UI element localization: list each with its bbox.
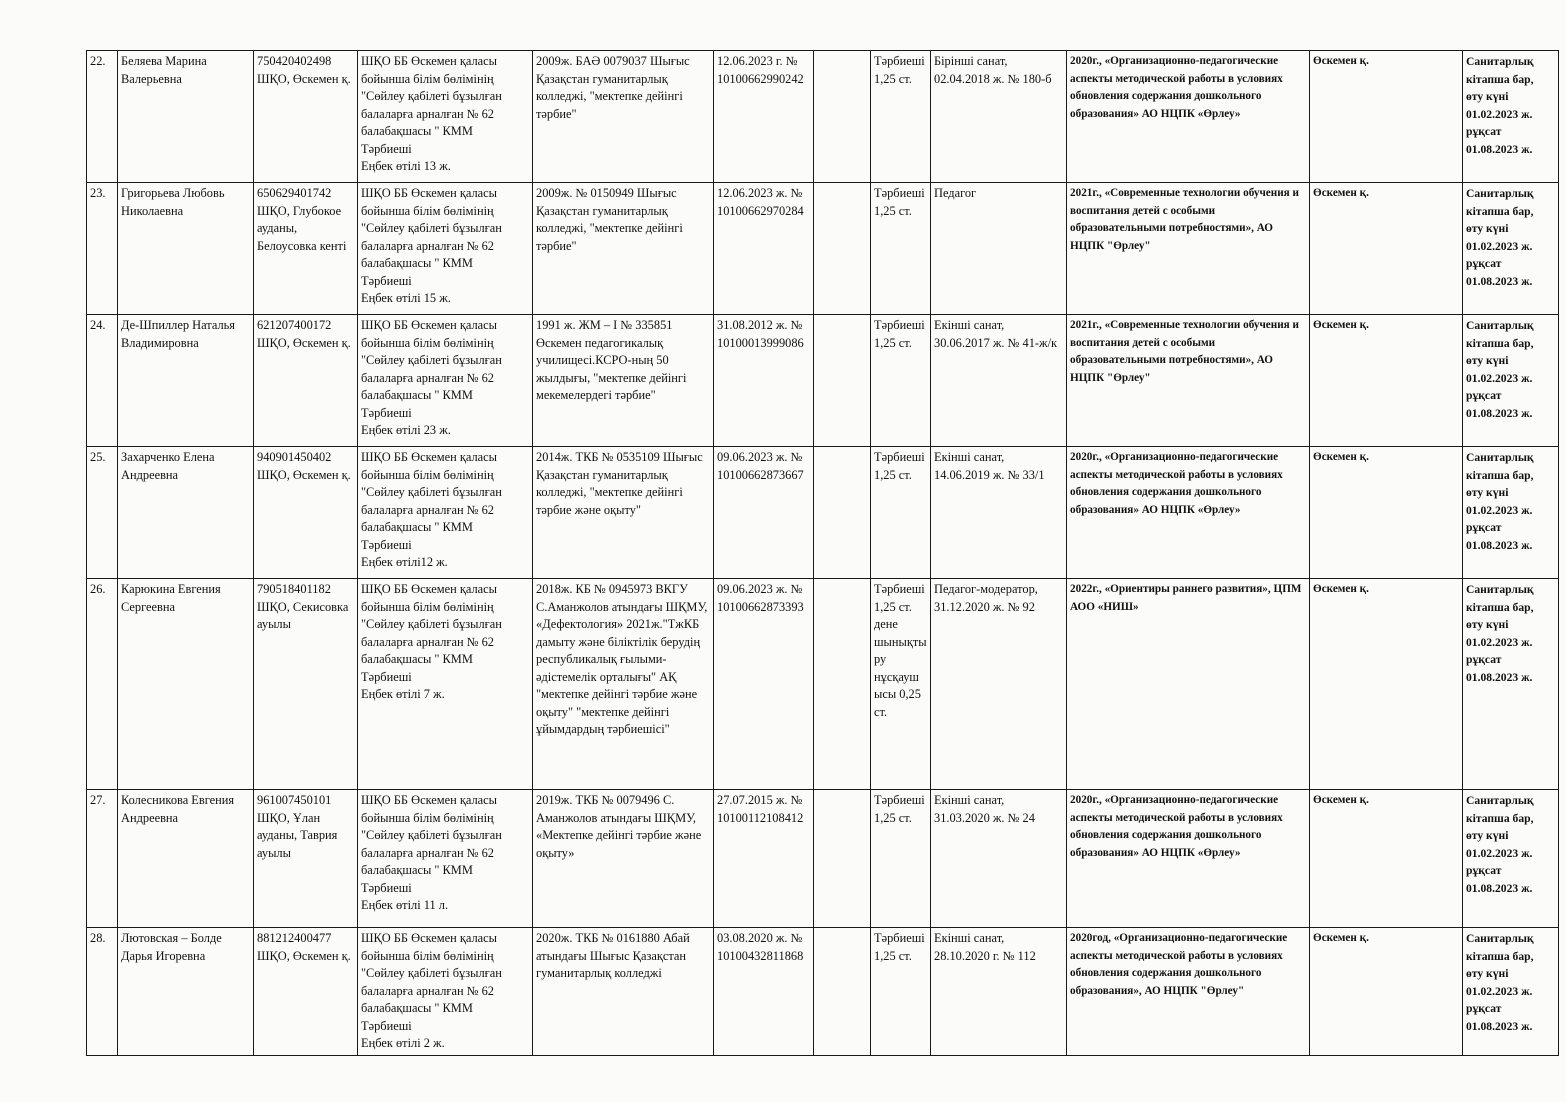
workplace-line: балабақшасы " КММ	[361, 1001, 473, 1015]
workplace-line: "Сөйлеу қабілеті бұзылған	[361, 485, 502, 499]
medical-book	[1463, 579, 1559, 790]
row-number: 22.	[87, 51, 118, 183]
workplace-line: Тәрбиеші	[361, 669, 412, 684]
certificate: 12.06.2023 ж. № 10100662970284	[714, 183, 814, 315]
workplace-line: балаларға арналған № 62	[361, 983, 494, 998]
empty-cell	[814, 51, 871, 183]
empty-cell	[814, 790, 871, 928]
courses: 2021г., «Современные технологии обучения и воспитания детей с особыми образовательными потребностями», АО НЦПК "Өрлеу"	[1067, 315, 1310, 447]
medical-line: өту күні	[1466, 967, 1509, 980]
employee-name: Беляева Марина Валерьевна	[118, 51, 254, 183]
location: Өскемен қ.	[1310, 183, 1463, 315]
location: Өскемен қ.	[1310, 579, 1463, 790]
workplace	[358, 928, 533, 1056]
courses: 2020г., «Организационно-педагогические аспекты методической работы в условиях обновления содержания дошкольного образования» АО НЦПК «Өрлеу»	[1067, 790, 1310, 928]
workplace-line: бойынша білім бөлімінің	[361, 810, 494, 825]
location: Өскемен қ.	[1310, 51, 1463, 183]
category: Екінші санат, 31.03.2020 ж. № 24	[931, 790, 1067, 928]
workplace-line: Еңбек өтілі12 ж.	[361, 555, 448, 569]
table-body	[87, 51, 1559, 1056]
medical-line: 01.02.2023 ж.	[1466, 107, 1533, 121]
diploma: 2009ж. № 0150949 Шығыс Қазақстан гуманитарлық колледжі, "мектепке дейінгі тәрбие"	[533, 183, 714, 315]
iin-address: 940901450402 ШҚО, Өскемен қ.	[254, 447, 358, 579]
empty-cell	[814, 928, 871, 1056]
table-row	[87, 928, 1559, 1056]
location: Өскемен қ.	[1310, 447, 1463, 579]
workplace-line: Еңбек өтілі 13 ж.	[361, 159, 451, 173]
diploma: 2018ж. КБ № 0945973 ВКГУ С.Аманжолов атындағы ШҚМУ, «Дефектология» 2021ж."ТжКБ дамыту және біліктілік берудің республикалық ғылыми-әдістемелік орталығы" АҚ "мектепке дейінгі тәрбие және оқыту" "мектепке дейінгі ұйымдардың тәрбиешісі"	[533, 579, 714, 790]
workplace	[358, 579, 533, 790]
workplace	[358, 315, 533, 447]
iin-address: 621207400172 ШҚО, Өскемен қ.	[254, 315, 358, 447]
workplace-line: балабақшасы " КММ	[361, 652, 473, 666]
workplace-line: балаларға арналған № 62	[361, 238, 494, 253]
medical-line: 01.08.2023 ж.	[1466, 406, 1533, 420]
position-rate: Тәрбиеші 1,25 ст.	[871, 315, 931, 447]
medical-line: Санитарлық	[1466, 932, 1534, 945]
row-number: 27.	[87, 790, 118, 928]
table-row	[87, 51, 1559, 183]
medical-line: рұқсат	[1466, 1002, 1502, 1015]
medical-line: өту күні	[1466, 618, 1509, 631]
workplace-line: "Сөйлеу қабілеті бұзылған	[361, 828, 502, 842]
diploma: 2014ж. ТКБ № 0535109 Шығыс Қазақстан гуманитарлық колледжі, "мектепке дейінгі тәрбие және оқыту"	[533, 447, 714, 579]
workplace-line: балабақшасы " КММ	[361, 256, 473, 270]
courses: 2021г., «Современные технологии обучения и воспитания детей с особыми образовательными потребностями», АО НЦПК "Өрлеу"	[1067, 183, 1310, 315]
medical-line: 01.02.2023 ж.	[1466, 371, 1533, 385]
medical-line: 01.02.2023 ж.	[1466, 635, 1533, 649]
medical-book	[1463, 790, 1559, 928]
medical-line: рұқсат	[1466, 864, 1502, 877]
table-row	[87, 315, 1559, 447]
table-row	[87, 579, 1559, 790]
medical-line: Санитарлық	[1466, 187, 1534, 200]
diploma: 1991 ж. ЖМ – I № 335851 Өскемен педагогикалық училищесі.КСРО-ның 50 жылдығы, "мектепке дейінгі мекемелердегі тәрбие"	[533, 315, 714, 447]
row-number: 28.	[87, 928, 118, 1056]
workplace-line: "Сөйлеу қабілеті бұзылған	[361, 353, 502, 367]
workplace	[358, 183, 533, 315]
certificate: 09.06.2023 ж. № 10100662873393	[714, 579, 814, 790]
position-rate: Тәрбиеші 1,25 ст.	[871, 790, 931, 928]
workplace-line: Тәрбиеші	[361, 1018, 412, 1033]
category: Екінші санат, 14.06.2019 ж. № 33/1	[931, 447, 1067, 579]
medical-line: өту күні	[1466, 222, 1509, 235]
row-number: 24.	[87, 315, 118, 447]
medical-line: Санитарлық	[1466, 319, 1534, 332]
location: Өскемен қ.	[1310, 928, 1463, 1056]
medical-line: кітапша бар,	[1466, 72, 1534, 86]
medical-line: Санитарлық	[1466, 55, 1534, 68]
empty-cell	[814, 579, 871, 790]
medical-book	[1463, 183, 1559, 315]
workplace-line: Тәрбиеші	[361, 405, 412, 420]
certificate: 31.08.2012 ж. № 10100013999086	[714, 315, 814, 447]
workplace-line: ШҚО ББ Өскемен қаласы	[361, 54, 498, 68]
workplace-line: балабақшасы " КММ	[361, 388, 473, 402]
medical-line: 01.08.2023 ж.	[1466, 670, 1533, 684]
workplace-line: Тәрбиеші	[361, 537, 412, 552]
employee-name: Де-Шпиллер Наталья Владимировна	[118, 315, 254, 447]
certificate: 03.08.2020 ж. № 10100432811868	[714, 928, 814, 1056]
category: Педагог-модератор, 31.12.2020 ж. № 92	[931, 579, 1067, 790]
workplace	[358, 447, 533, 579]
workplace-line: ШҚО ББ Өскемен қаласы	[361, 450, 498, 464]
medical-line: рұқсат	[1466, 257, 1502, 270]
medical-book	[1463, 315, 1559, 447]
certificate: 09.06.2023 ж. № 10100662873667	[714, 447, 814, 579]
workplace-line: Тәрбиеші	[361, 141, 412, 156]
medical-book	[1463, 51, 1559, 183]
medical-line: 01.02.2023 ж.	[1466, 846, 1533, 860]
medical-line: 01.08.2023 ж.	[1466, 1019, 1533, 1033]
workplace-line: Еңбек өтілі 11 л.	[361, 898, 449, 912]
employee-name: Лютовская – Болде Дарья Игоревна	[118, 928, 254, 1056]
medical-line: кітапша бар,	[1466, 811, 1534, 825]
row-number: 26.	[87, 579, 118, 790]
courses: 2020г., «Организационно-педагогические аспекты методической работы в условиях обновления содержания дошкольного образования» АО НЦПК «Өрлеу»	[1067, 51, 1310, 183]
location: Өскемен қ.	[1310, 790, 1463, 928]
iin-address: 790518401182 ШҚО, Секисовка ауылы	[254, 579, 358, 790]
medical-line: өту күні	[1466, 354, 1509, 367]
workplace-line: ШҚО ББ Өскемен қаласы	[361, 931, 498, 945]
medical-line: рұқсат	[1466, 389, 1502, 402]
workplace-line: бойынша білім бөлімінің	[361, 467, 494, 482]
position-rate: Тәрбиеші 1,25 ст. дене шынықтыру нұсқаушысы 0,25 ст.	[871, 579, 931, 790]
medical-line: Санитарлық	[1466, 451, 1534, 464]
medical-line: Санитарлық	[1466, 583, 1534, 596]
courses: 2020г., «Организационно-педагогические аспекты методической работы в условиях обновления содержания дошкольного образования» АО НЦПК «Өрлеу»	[1067, 447, 1310, 579]
workplace-line: "Сөйлеу қабілеті бұзылған	[361, 617, 502, 631]
workplace-line: балаларға арналған № 62	[361, 502, 494, 517]
medical-line: 01.08.2023 ж.	[1466, 142, 1533, 156]
workplace-line: Еңбек өтілі 7 ж.	[361, 687, 445, 701]
table-row	[87, 183, 1559, 315]
medical-line: 01.08.2023 ж.	[1466, 881, 1533, 895]
certificate: 12.06.2023 г. № 10100662990242	[714, 51, 814, 183]
staff-table	[86, 50, 1559, 1056]
workplace-line: балабақшасы " КММ	[361, 863, 473, 877]
table-row	[87, 790, 1559, 928]
workplace-line: Тәрбиеші	[361, 273, 412, 288]
workplace-line: ШҚО ББ Өскемен қаласы	[361, 318, 498, 332]
employee-name: Колесникова Евгения Андреевна	[118, 790, 254, 928]
diploma: 2009ж. БАӘ 0079037 Шығыс Қазақстан гуманитарлық колледжі, "мектепке дейінгі тәрбие"	[533, 51, 714, 183]
medical-line: кітапша бар,	[1466, 600, 1534, 614]
workplace-line: ШҚО ББ Өскемен қаласы	[361, 793, 498, 807]
iin-address: 750420402498 ШҚО, Өскемен қ.	[254, 51, 358, 183]
employee-name: Захарченко Елена Андреевна	[118, 447, 254, 579]
medical-line: 01.08.2023 ж.	[1466, 274, 1533, 288]
position-rate: Тәрбиеші 1,25 ст.	[871, 51, 931, 183]
employee-name: Григорьева Любовь Николаевна	[118, 183, 254, 315]
medical-line: 01.02.2023 ж.	[1466, 239, 1533, 253]
courses: 2020год, «Организационно-педагогические аспекты методической работы в условиях обновления содержания дошкольного образования», АО НЦПК "Өрлеу"	[1067, 928, 1310, 1056]
medical-line: 01.02.2023 ж.	[1466, 503, 1533, 517]
workplace-line: Еңбек өтілі 2 ж.	[361, 1036, 445, 1050]
workplace-line: Тәрбиеші	[361, 880, 412, 895]
workplace-line: балабақшасы " КММ	[361, 520, 473, 534]
medical-line: рұқсат	[1466, 521, 1502, 534]
employee-name: Карюкина Евгения Сергеевна	[118, 579, 254, 790]
row-number: 25.	[87, 447, 118, 579]
position-rate: Тәрбиеші 1,25 ст.	[871, 447, 931, 579]
medical-line: өту күні	[1466, 829, 1509, 842]
empty-cell	[814, 447, 871, 579]
row-number: 23.	[87, 183, 118, 315]
workplace-line: балаларға арналған № 62	[361, 370, 494, 385]
workplace-line: Еңбек өтілі 15 ж.	[361, 291, 451, 305]
category: Екінші санат, 30.06.2017 ж. № 41-ж/к	[931, 315, 1067, 447]
diploma: 2020ж. ТКБ № 0161880 Абай атындағы Шығыс Қазақстан гуманитарлық колледжі	[533, 928, 714, 1056]
workplace-line: бойынша білім бөлімінің	[361, 599, 494, 614]
medical-line: 01.08.2023 ж.	[1466, 538, 1533, 552]
workplace	[358, 790, 533, 928]
workplace-line: бойынша білім бөлімінің	[361, 203, 494, 218]
workplace-line: бойынша білім бөлімінің	[361, 948, 494, 963]
workplace-line: балаларға арналған № 62	[361, 634, 494, 649]
iin-address: 961007450101 ШҚО, Ұлан ауданы, Таврия ауылы	[254, 790, 358, 928]
position-rate: Тәрбиеші 1,25 ст.	[871, 183, 931, 315]
diploma: 2019ж. ТКБ № 0079496 С. Аманжолов атындағы ШҚМУ, «Мектепке дейінгі тәрбие және оқыту»	[533, 790, 714, 928]
workplace-line: ШҚО ББ Өскемен қаласы	[361, 186, 498, 200]
medical-line: кітапша бар,	[1466, 204, 1534, 218]
medical-line: өту күні	[1466, 486, 1509, 499]
medical-line: 01.02.2023 ж.	[1466, 984, 1533, 998]
workplace	[358, 51, 533, 183]
workplace-line: балабақшасы " КММ	[361, 124, 473, 138]
location: Өскемен қ.	[1310, 315, 1463, 447]
category: Бірінші санат, 02.04.2018 ж. № 180-б	[931, 51, 1067, 183]
workplace-line: ШҚО ББ Өскемен қаласы	[361, 582, 498, 596]
iin-address: 650629401742 ШҚО, Глубокое ауданы, Белоусовка кенті	[254, 183, 358, 315]
medical-line: рұқсат	[1466, 125, 1502, 138]
category: Екінші санат, 28.10.2020 г. № 112	[931, 928, 1067, 1056]
category: Педагог	[931, 183, 1067, 315]
medical-line: кітапша бар,	[1466, 336, 1534, 350]
medical-line: өту күні	[1466, 90, 1509, 103]
medical-book	[1463, 928, 1559, 1056]
workplace-line: бойынша білім бөлімінің	[361, 71, 494, 86]
medical-line: кітапша бар,	[1466, 468, 1534, 482]
workplace-line: бойынша білім бөлімінің	[361, 335, 494, 350]
iin-address: 881212400477 ШҚО, Өскемен қ.	[254, 928, 358, 1056]
empty-cell	[814, 315, 871, 447]
courses: 2022г., «Ориентиры раннего развития», ЦПМ АОО «НИШ»	[1067, 579, 1310, 790]
certificate: 27.07.2015 ж. № 10100112108412	[714, 790, 814, 928]
empty-cell	[814, 183, 871, 315]
medical-book	[1463, 447, 1559, 579]
medical-line: Санитарлық	[1466, 794, 1534, 807]
workplace-line: Еңбек өтілі 23 ж.	[361, 423, 451, 437]
workplace-line: "Сөйлеу қабілеті бұзылған	[361, 221, 502, 235]
table-row	[87, 447, 1559, 579]
medical-line: рұқсат	[1466, 653, 1502, 666]
workplace-line: "Сөйлеу қабілеті бұзылған	[361, 89, 502, 103]
position-rate: Тәрбиеші 1,25 ст.	[871, 928, 931, 1056]
workplace-line: балаларға арналған № 62	[361, 106, 494, 121]
workplace-line: балаларға арналған № 62	[361, 845, 494, 860]
medical-line: кітапша бар,	[1466, 949, 1534, 963]
workplace-line: "Сөйлеу қабілеті бұзылған	[361, 966, 502, 980]
